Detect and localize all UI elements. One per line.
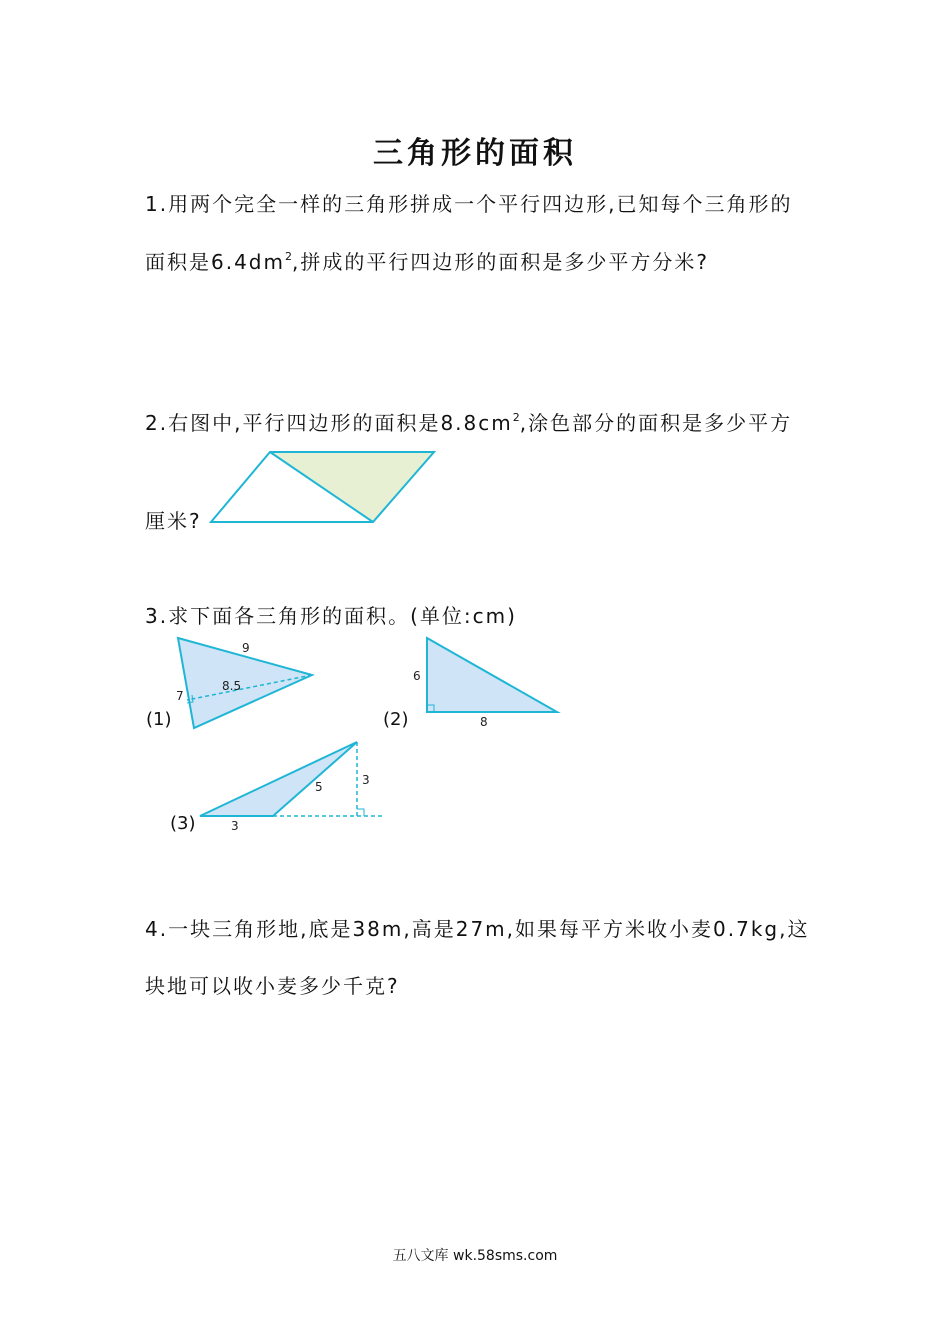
q1-line2-post: ,拼成的平行四边形的面积是多少平方分米? <box>291 250 709 274</box>
footer-watermark: 五八文库 wk.58sms.com <box>392 1248 558 1264</box>
q4-line1: 4.一块三角形地,底是38m,高是27m,如果每平方米收小麦0.7kg,这 <box>145 917 810 941</box>
triangle-1-side-top: 9 <box>242 641 250 655</box>
q1-line1: 1.用两个完全一样的三角形拼成一个平行四边形,已知每个三角形的 <box>145 192 793 216</box>
q2-line1-post: ,涂色部分的面积是多少平方 <box>519 411 793 435</box>
triangle-figure-2 <box>405 632 565 732</box>
triangle-3-base-label: 3 <box>231 819 239 833</box>
q4-line2: 块地可以收小麦多少千克? <box>145 974 400 998</box>
triangle-2-leg-horizontal: 8 <box>480 715 488 729</box>
triangle-1-height-label: 8.5 <box>222 679 242 693</box>
q1-line2 <box>145 246 709 275</box>
parallelogram-figure <box>205 448 440 528</box>
triangle-3-label: (3) <box>170 813 196 834</box>
triangle-3-shape <box>200 742 357 816</box>
shaded-triangle <box>270 452 434 522</box>
triangle-1-label: (1) <box>146 709 172 730</box>
q3-line1: 3.求下面各三角形的面积。(单位:cm) <box>145 604 517 628</box>
triangle-1-side-left: 7 <box>176 689 184 703</box>
page-title: 三角形的面积 <box>373 136 577 171</box>
q2-unit-exponent: 2 <box>512 411 520 424</box>
triangle-2-label: (2) <box>383 709 409 730</box>
triangle-3-height-label: 3 <box>362 773 370 787</box>
triangle-3-right-angle-mark <box>357 809 364 816</box>
triangle-figure-3 <box>195 736 390 836</box>
triangle-2-shape <box>427 638 557 712</box>
triangle-figure-1 <box>170 632 320 732</box>
q1-line2-pre: 面积是6.4dm <box>145 250 285 274</box>
q1-unit-exponent: 2 <box>284 250 292 263</box>
q2-line2: 厘米? <box>145 509 202 533</box>
triangle-3-side-label: 5 <box>315 780 323 794</box>
q2-line1-pre: 2.右图中,平行四边形的面积是8.8cm <box>145 411 513 435</box>
q2-line1 <box>145 407 792 436</box>
triangle-2-leg-vertical: 6 <box>413 669 421 683</box>
